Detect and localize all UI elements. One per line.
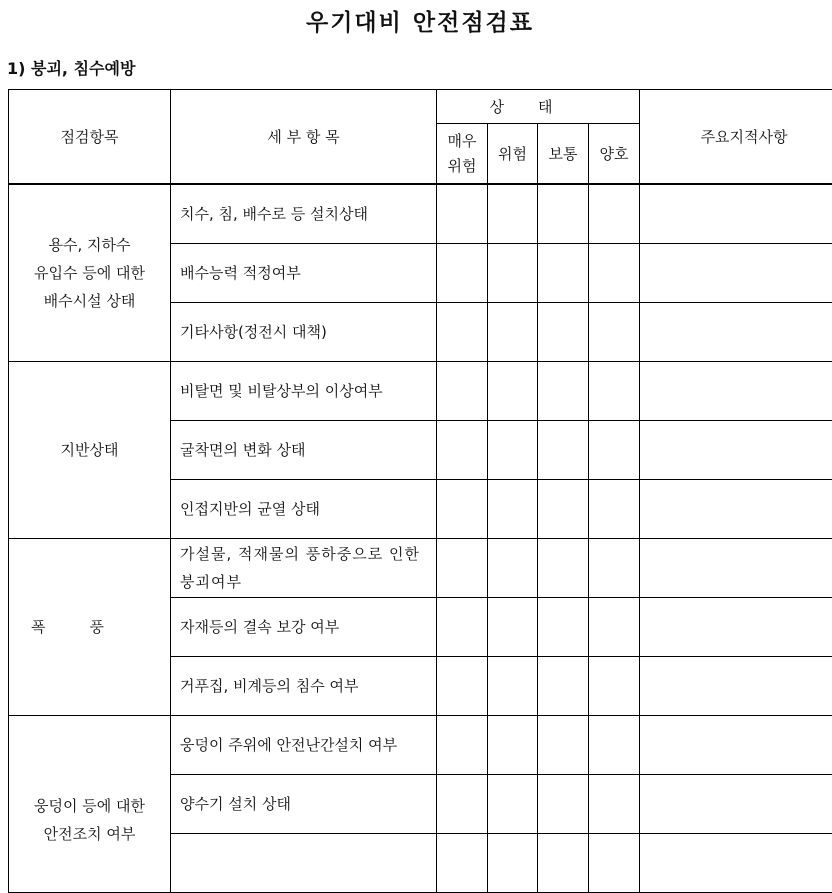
detail-cell: [171, 834, 437, 893]
status-cell[interactable]: [589, 775, 640, 834]
category-cell: 지반상태: [9, 362, 171, 539]
header-status-very-dangerous: 매우 위험: [437, 124, 488, 185]
status-cell[interactable]: [488, 775, 538, 834]
status-cell[interactable]: [488, 362, 538, 421]
status-cell[interactable]: [538, 539, 589, 598]
status-cell[interactable]: [437, 184, 488, 244]
header-item: 점검항목: [9, 90, 171, 185]
status-cell[interactable]: [437, 775, 488, 834]
status-cell[interactable]: [538, 184, 589, 244]
status-cell[interactable]: [589, 421, 640, 480]
detail-cell: 웅덩이 주위에 안전난간설치 여부: [171, 716, 437, 775]
status-cell[interactable]: [488, 834, 538, 893]
status-cell[interactable]: [488, 244, 538, 303]
notes-cell[interactable]: [640, 834, 832, 893]
category-cell: 폭풍: [9, 539, 171, 716]
table-row: [9, 362, 832, 421]
status-cell[interactable]: [538, 775, 589, 834]
notes-cell[interactable]: [640, 303, 832, 362]
notes-cell[interactable]: [640, 421, 832, 480]
detail-cell: 가설물, 적재물의 풍하중으로 인한 붕괴여부: [171, 539, 437, 598]
status-cell[interactable]: [538, 480, 589, 539]
notes-cell[interactable]: [640, 598, 832, 657]
header-status-good: 양호: [589, 124, 640, 185]
header-notes: 주요지적사항: [640, 90, 832, 185]
detail-cell: 비탈면 및 비탈상부의 이상여부: [171, 362, 437, 421]
notes-cell[interactable]: [640, 775, 832, 834]
detail-cell: 굴착면의 변화 상태: [171, 421, 437, 480]
status-cell[interactable]: [538, 244, 589, 303]
status-cell[interactable]: [437, 716, 488, 775]
status-cell[interactable]: [437, 657, 488, 716]
status-cell[interactable]: [589, 716, 640, 775]
status-cell[interactable]: [538, 716, 589, 775]
table-row: [9, 184, 832, 244]
header-detail: 세 부 항 목: [171, 90, 437, 185]
detail-cell: 인접지반의 균열 상태: [171, 480, 437, 539]
status-cell[interactable]: [538, 834, 589, 893]
status-cell[interactable]: [538, 657, 589, 716]
status-cell[interactable]: [589, 598, 640, 657]
status-cell[interactable]: [437, 539, 488, 598]
status-cell[interactable]: [437, 834, 488, 893]
status-cell[interactable]: [437, 421, 488, 480]
notes-cell[interactable]: [640, 657, 832, 716]
status-cell[interactable]: [589, 184, 640, 244]
status-cell[interactable]: [488, 480, 538, 539]
status-cell[interactable]: [538, 598, 589, 657]
status-cell[interactable]: [538, 362, 589, 421]
detail-cell: 양수기 설치 상태: [171, 775, 437, 834]
notes-cell[interactable]: [640, 184, 832, 244]
status-cell[interactable]: [589, 834, 640, 893]
status-cell[interactable]: [437, 303, 488, 362]
status-cell[interactable]: [538, 303, 589, 362]
table-row: [9, 539, 832, 598]
notes-cell[interactable]: [640, 716, 832, 775]
notes-cell[interactable]: [640, 244, 832, 303]
status-cell[interactable]: [589, 657, 640, 716]
status-cell[interactable]: [589, 244, 640, 303]
section-heading: 1) 붕괴, 침수예방: [7, 56, 135, 79]
detail-cell: 배수능력 적정여부: [171, 244, 437, 303]
table-row: [9, 716, 832, 775]
status-cell[interactable]: [488, 657, 538, 716]
status-cell[interactable]: [437, 362, 488, 421]
status-cell[interactable]: [488, 421, 538, 480]
status-cell[interactable]: [488, 539, 538, 598]
header-row-1: [9, 90, 832, 124]
notes-cell[interactable]: [640, 480, 832, 539]
status-cell[interactable]: [488, 598, 538, 657]
status-cell[interactable]: [488, 184, 538, 244]
status-cell[interactable]: [589, 480, 640, 539]
inspection-table: [8, 89, 832, 893]
status-cell[interactable]: [437, 480, 488, 539]
document-title: 우기대비 안전점검표: [0, 4, 832, 37]
detail-cell: 자재등의 결속 보강 여부: [171, 598, 437, 657]
category-cell: 웅덩이 등에 대한 안전조치 여부: [9, 716, 171, 893]
detail-cell: 기타사항(정전시 대책): [171, 303, 437, 362]
status-cell[interactable]: [488, 303, 538, 362]
header-status-group: 상태: [437, 90, 640, 124]
status-cell[interactable]: [437, 598, 488, 657]
status-cell[interactable]: [488, 716, 538, 775]
detail-cell: 거푸집, 비계등의 침수 여부: [171, 657, 437, 716]
status-cell[interactable]: [589, 362, 640, 421]
category-cell: 용수, 지하수 유입수 등에 대한 배수시설 상태: [9, 184, 171, 362]
status-cell[interactable]: [538, 421, 589, 480]
header-status-dangerous: 위험: [488, 124, 538, 185]
status-cell[interactable]: [437, 244, 488, 303]
status-cell[interactable]: [589, 539, 640, 598]
notes-cell[interactable]: [640, 539, 832, 598]
header-status-normal: 보통: [538, 124, 589, 185]
status-cell[interactable]: [589, 303, 640, 362]
detail-cell: 치수, 침, 배수로 등 설치상태: [171, 184, 437, 244]
notes-cell[interactable]: [640, 362, 832, 421]
